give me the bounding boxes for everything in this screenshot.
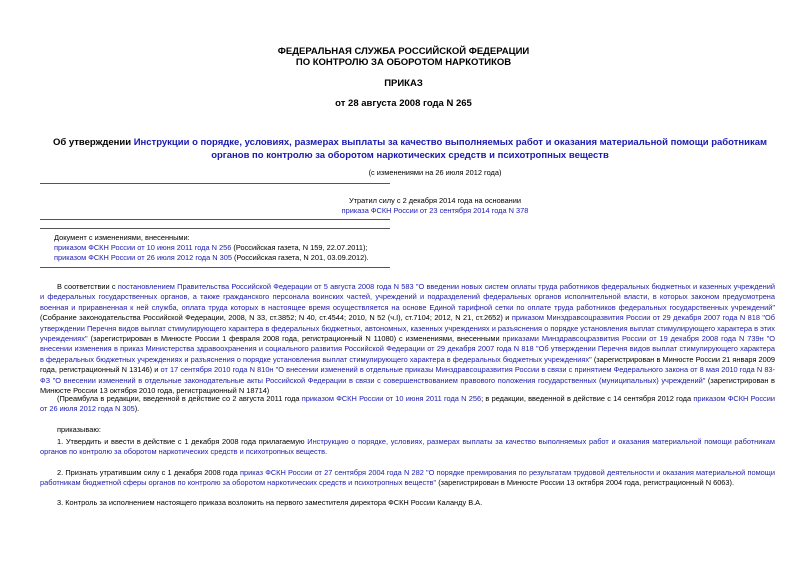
preamble-edition-note: (Преамбула в редакции, введенной в действие со 2 августа 2011 года приказом ФСКН России от 10 июня 2011 года N 256; в редакции, введенной в действие с 14 сентября 2012 года приказом ФСКН России от 26 июля 2012 года N 305). [40,394,776,414]
edition-note: (с изменениями на 26 июля 2012 года) [368,168,502,177]
item-3-paragraph: 3. Контроль за исполнением настоящего приказа возложить на первого заместителя директора ФСКН России Каланду В.А. [57,498,483,507]
revoked-order-282-link[interactable]: приказ ФСКН России от 27 сентября 2004 года N 282 "О порядке премирования по результатам трудовой деятельности и оказания материальной помощи работникам бюджетной сферы органов по контролю за оборотом наркотических средств и психотропных веществ" [40,468,775,488]
title-prefix: Об утверждении [52,137,134,148]
instruction-title-link[interactable]: Инструкции о порядке, условиях, размерах выплаты за качество выполняемых работ и оказания материальной помощи работникам органов по контролю за оборотом наркотических средств и психотропных веществ [133,137,768,161]
divider-mid1 [40,219,390,220]
government-decree-link[interactable]: постановлением Правительства Российской Федерации от 5 августа 2008 года N 583 "О введении новых систем оплаты труда работников федеральных бюджетных и казенных учреждений и федеральных государственных органов, а также гражданского персонала воинских частей, учреждений и подразделений федеральных органов исполнительной власти, в которых законом предусмотрена военная и приравненная к ней служба, оплата труда которых в настоящее время осуществляется на основе Единой тарифной сетки по оплате труда работников федеральных государственных учреждений" [40,282,776,312]
minzdrav-order-818-link[interactable]: приказом Минздравсоцразвития России от 29 декабря 2007 года N 818 "Об утверждении Перечня видов выплат стимулирующего характера в федеральных бюджетных, автономных, казенных учреждениях и разъяснения о порядке установления выплат стимулирующего характера в этих учреждениях" [40,313,776,344]
edition-link-256[interactable]: приказом ФСКН России от 10 июня 2011 года N 256 [301,394,482,403]
instruction-link[interactable]: Инструкцию о порядке, условиях, размерах выплаты за качество выполняемых работ и оказания материальной помощи работникам органов по контролю за оборотом наркотических средств и психотропных веществ [40,437,775,457]
orders-word: приказываю: [57,425,101,434]
changes-heading: Документ с изменениями, внесенными: [54,233,190,242]
change-order-link-2[interactable]: приказом ФСКН России от 26 июля 2012 года N 305 [54,253,232,262]
edition-link-305[interactable]: приказом ФСКН России от 26 июля 2012 года N 305 [40,394,776,414]
item-2-paragraph: 2. Признать утратившим силу с 1 декабря 2008 года приказ ФСКН России от 27 сентября 2004 года N 282 "О порядке премирования по результатам трудовой деятельности и оказания материальной помощи работникам бюджетной сферы органов по контролю за оборотом наркотических средств и психотропных веществ" (зарегистрирован в Минюсте России 13 октября 2004 года, регистрационный N 6063). [40,468,775,488]
changes-item-1: приказом ФСКН России от 10 июня 2011 года N 256 (Российская газета, N 159, 22.07.2011); [54,243,368,252]
revoked-order-link[interactable]: приказа ФСКН России от 23 сентября 2014 года N 378 [341,206,529,215]
item-1-paragraph: 1. Утвердить и ввести в действие с 1 декабря 2008 года прилагаемую Инструкцию о порядке, условиях, размерах выплаты за качество выполняемых работ и оказания материальной помощи работникам органов по контролю за оборотом наркотических средств и психотропных веществ. [40,437,775,457]
document-title [40,136,780,162]
minzdrav-order-810n-link[interactable]: от 17 сентября 2010 года N 810н "О внесении изменений в отдельные приказы Минздравсоцразвития России в связи с принятием Федерального закона от 8 мая 2010 года N 83-ФЗ "О внесении изменений в отдельные законодательные акты Российской Федерации в связи с совершенствованием правового положения государственных (муниципальных) учреждений" [40,365,775,385]
preamble-paragraph: В соответствии с постановлением Правительства Российской Федерации от 5 августа 2008 года N 583 "О введении новых систем оплаты труда работников федеральных бюджетных и казенных учреждений и федеральных государственных органов, а также гражданского персонала воинских частей, учреждений и подразделений федеральных органов исполнительной власти, в которых законом предусмотрена военная и приравненная к ней служба, оплата труда которых в настоящее время осуществляется на основе Единой тарифной сетки по оплате труда работников федеральных государственных учреждений" (Собрание законодательства Российской Федерации, 2008, N 33, ст.3852; N 40, ст.4544; 2010, N 52 (ч.I), ст.7104; 2012, N 21, ст.2652) и приказом Минздравсоцразвития России от 29 декабря 2007 года N 818 "Об утверждении Перечня видов выплат стимулирующего характера в федеральных бюджетных, автономных, казенных учреждениях и разъяснения о порядке установления выплат стимулирующего характера в этих учреждениях" (зарегистрирован в Минюсте России 1 февраля 2008 года, регистрационный N 11080) с изменениями, внесенными приказами Минздравсоцразвития России от 19 декабря 2008 года N 739н "О внесении изменения в приказ Министерства здравоохранения и социального развития Российской Федерации от 29 декабря 2007 года N 818 "Об утверждении Перечня видов выплат стимулирующего характера в федеральных бюджетных учреждениях и разъяснения о порядке установления выплат стимулирующего характера в федеральных бюджетных учреждениях" (зарегистрирован в Минюсте России 21 января 2009 года, регистрационный N 13146) и от 17 сентября 2010 года N 810н "О внесении изменений в отдельные приказы Минздравсоцразвития России в связи с принятием Федерального закона от 8 мая 2010 года N 83-ФЗ "О внесении изменений в отдельные законодательные акты Российской Федерации в связи с совершенствованием правового положения государственных (муниципальных) учреждений" (зарегистрирован в Минюсте России 13 октября 2010 года, регистрационный N 18714) [40,282,776,396]
changes-item-2: приказом ФСКН России от 26 июля 2012 года N 305 (Российская газета, N 201, 03.09.2012). [54,253,369,262]
agency-title-line1: ФЕДЕРАЛЬНАЯ СЛУЖБА РОССИЙСКОЙ ФЕДЕРАЦИИ [277,46,530,57]
document-type: ПРИКАЗ [384,78,423,89]
divider-mid2 [40,228,390,229]
divider-top [40,183,390,184]
change-order-link-1[interactable]: приказом ФСКН России от 10 июня 2011 года N 256 [54,243,232,252]
agency-title-line2: ПО КОНТРОЛЮ ЗА ОБОРОТОМ НАРКОТИКОВ [295,57,512,68]
minzdrav-order-739n-link[interactable]: приказами Минздравсоцразвития России от 19 декабря 2008 года N 739н "О внесении изменения в приказ Министерства здравоохранения и социального развития Российской Федерации от 29 декабря 2007 года N 818 "Об утверждении Перечня видов выплат стимулирующего характера в федеральных бюджетных учреждениях и разъяснения о порядке установления выплат стимулирующего характера в федеральных бюджетных учреждениях" [40,334,775,364]
document-date: от 28 августа 2008 года N 265 [335,98,472,109]
revoked-note: Утратил силу с 2 декабря 2014 года на основании [348,196,522,205]
divider-bottom [40,267,390,268]
